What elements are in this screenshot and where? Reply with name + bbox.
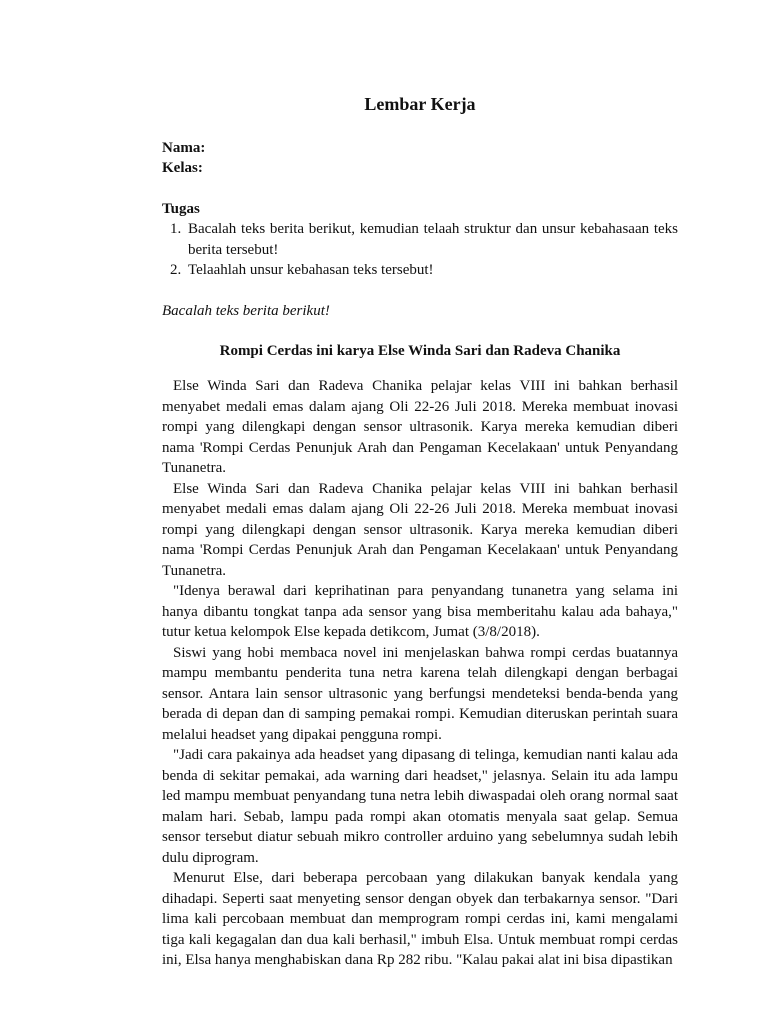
task-text: Telaahlah unsur kebahasan teks tersebut! (188, 262, 434, 278)
news-body (162, 376, 678, 971)
news-paragraph: Else Winda Sari dan Radeva Chanika pelajar kelas VIII ini bahkan berhasil menyabet medali emas dalam ajang Oli 22-26 Juli 2018. Mereka membuat inovasi rompi yang dilengkapi dengan sensor ultrasonik. Karya mereka kemudian diberi nama 'Rompi Cerdas Penunjuk Arah dan Pengaman Kecelakaan' untuk Penyandang Tunanetra. (162, 378, 678, 476)
kelas-label: Kelas: (162, 160, 203, 176)
task-list (162, 219, 678, 281)
news-paragraph: Siswi yang hobi membaca novel ini menjelaskan bahwa rompi cerdas buatannya mampu membantu penderita tuna netra karena telah dilengkapi dengan berbagai sensor. Antara lain sensor ultrasonic yang berfungsi mendeteksi benda-benda yang berada di depan dan di samping pemakai rompi. Kemudian diteruskan perintah suara melalui headset yang dipakai pengguna rompi. (162, 644, 678, 743)
news-paragraph: "Idenya berawal dari keprihatinan para penyandang tunanetra yang selama ini hanya dibantu tongkat tanpa ada sensor yang bisa memberitahu kalau ada bahaya," tutur ketua kelompok Else kepada detikcom, Jumat (3/8/2018). (162, 583, 678, 640)
task-number: 1. (170, 221, 182, 237)
task-number: 2. (170, 262, 182, 278)
nama-label: Nama: (162, 140, 206, 156)
tugas-heading: Tugas (162, 201, 200, 217)
task-item (162, 260, 678, 281)
reading-instruction: Bacalah teks berita berikut! (162, 303, 330, 319)
news-paragraph: Else Winda Sari dan Radeva Chanika pelajar kelas VIII ini bahkan berhasil menyabet medali emas dalam ajang Oli 22-26 Juli 2018. Mereka membuat inovasi rompi yang dilengkapi dengan sensor ultrasonik. Karya mereka kemudian diberi nama 'Rompi Cerdas Penunjuk Arah dan Pengaman Kecelakaan' untuk Penyandang Tunanetra. (162, 480, 678, 579)
task-text: Bacalah teks berita berikut, kemudian telaah struktur dan unsur kebahasaan teks berita tersebut! (188, 221, 678, 258)
worksheet-title: Lembar Kerja (364, 94, 476, 114)
task-item (162, 219, 678, 260)
news-paragraph: "Jadi cara pakainya ada headset yang dipasang di telinga, kemudian nanti kalau ada benda di sekitar pemakai, ada warning dari headset," jelasnya. Selain itu ada lampu led mampu membuat penyandang tuna netra lebih diwaspadai oleh orang normal saat malam hari. Sebab, lampu pada rompi akan otomatis menyala saat gelap. Semua sensor tersebut diatur sebuah mikro controller arduino yang sebelumnya sudah lebih dulu diprogram. (162, 747, 678, 866)
news-title: Rompi Cerdas ini karya Else Winda Sari dan Radeva Chanika (219, 343, 621, 359)
news-paragraph: Menurut Else, dari beberapa percobaan yang dilakukan banyak kendala yang dihadapi. Seperti saat menyeting sensor dengan obyek dan terbakarnya sensor. "Dari lima kali percobaan membuat dan memprogram rompi cerdas ini, kami mengalami tiga kali kegagalan dan dua kali berhasil," imbuh Elsa. Untuk membuat rompi cerdas ini, Elsa hanya menghabiskan dana Rp 282 ribu. "Kalau pakai alat ini bisa dipastikan (162, 870, 678, 968)
